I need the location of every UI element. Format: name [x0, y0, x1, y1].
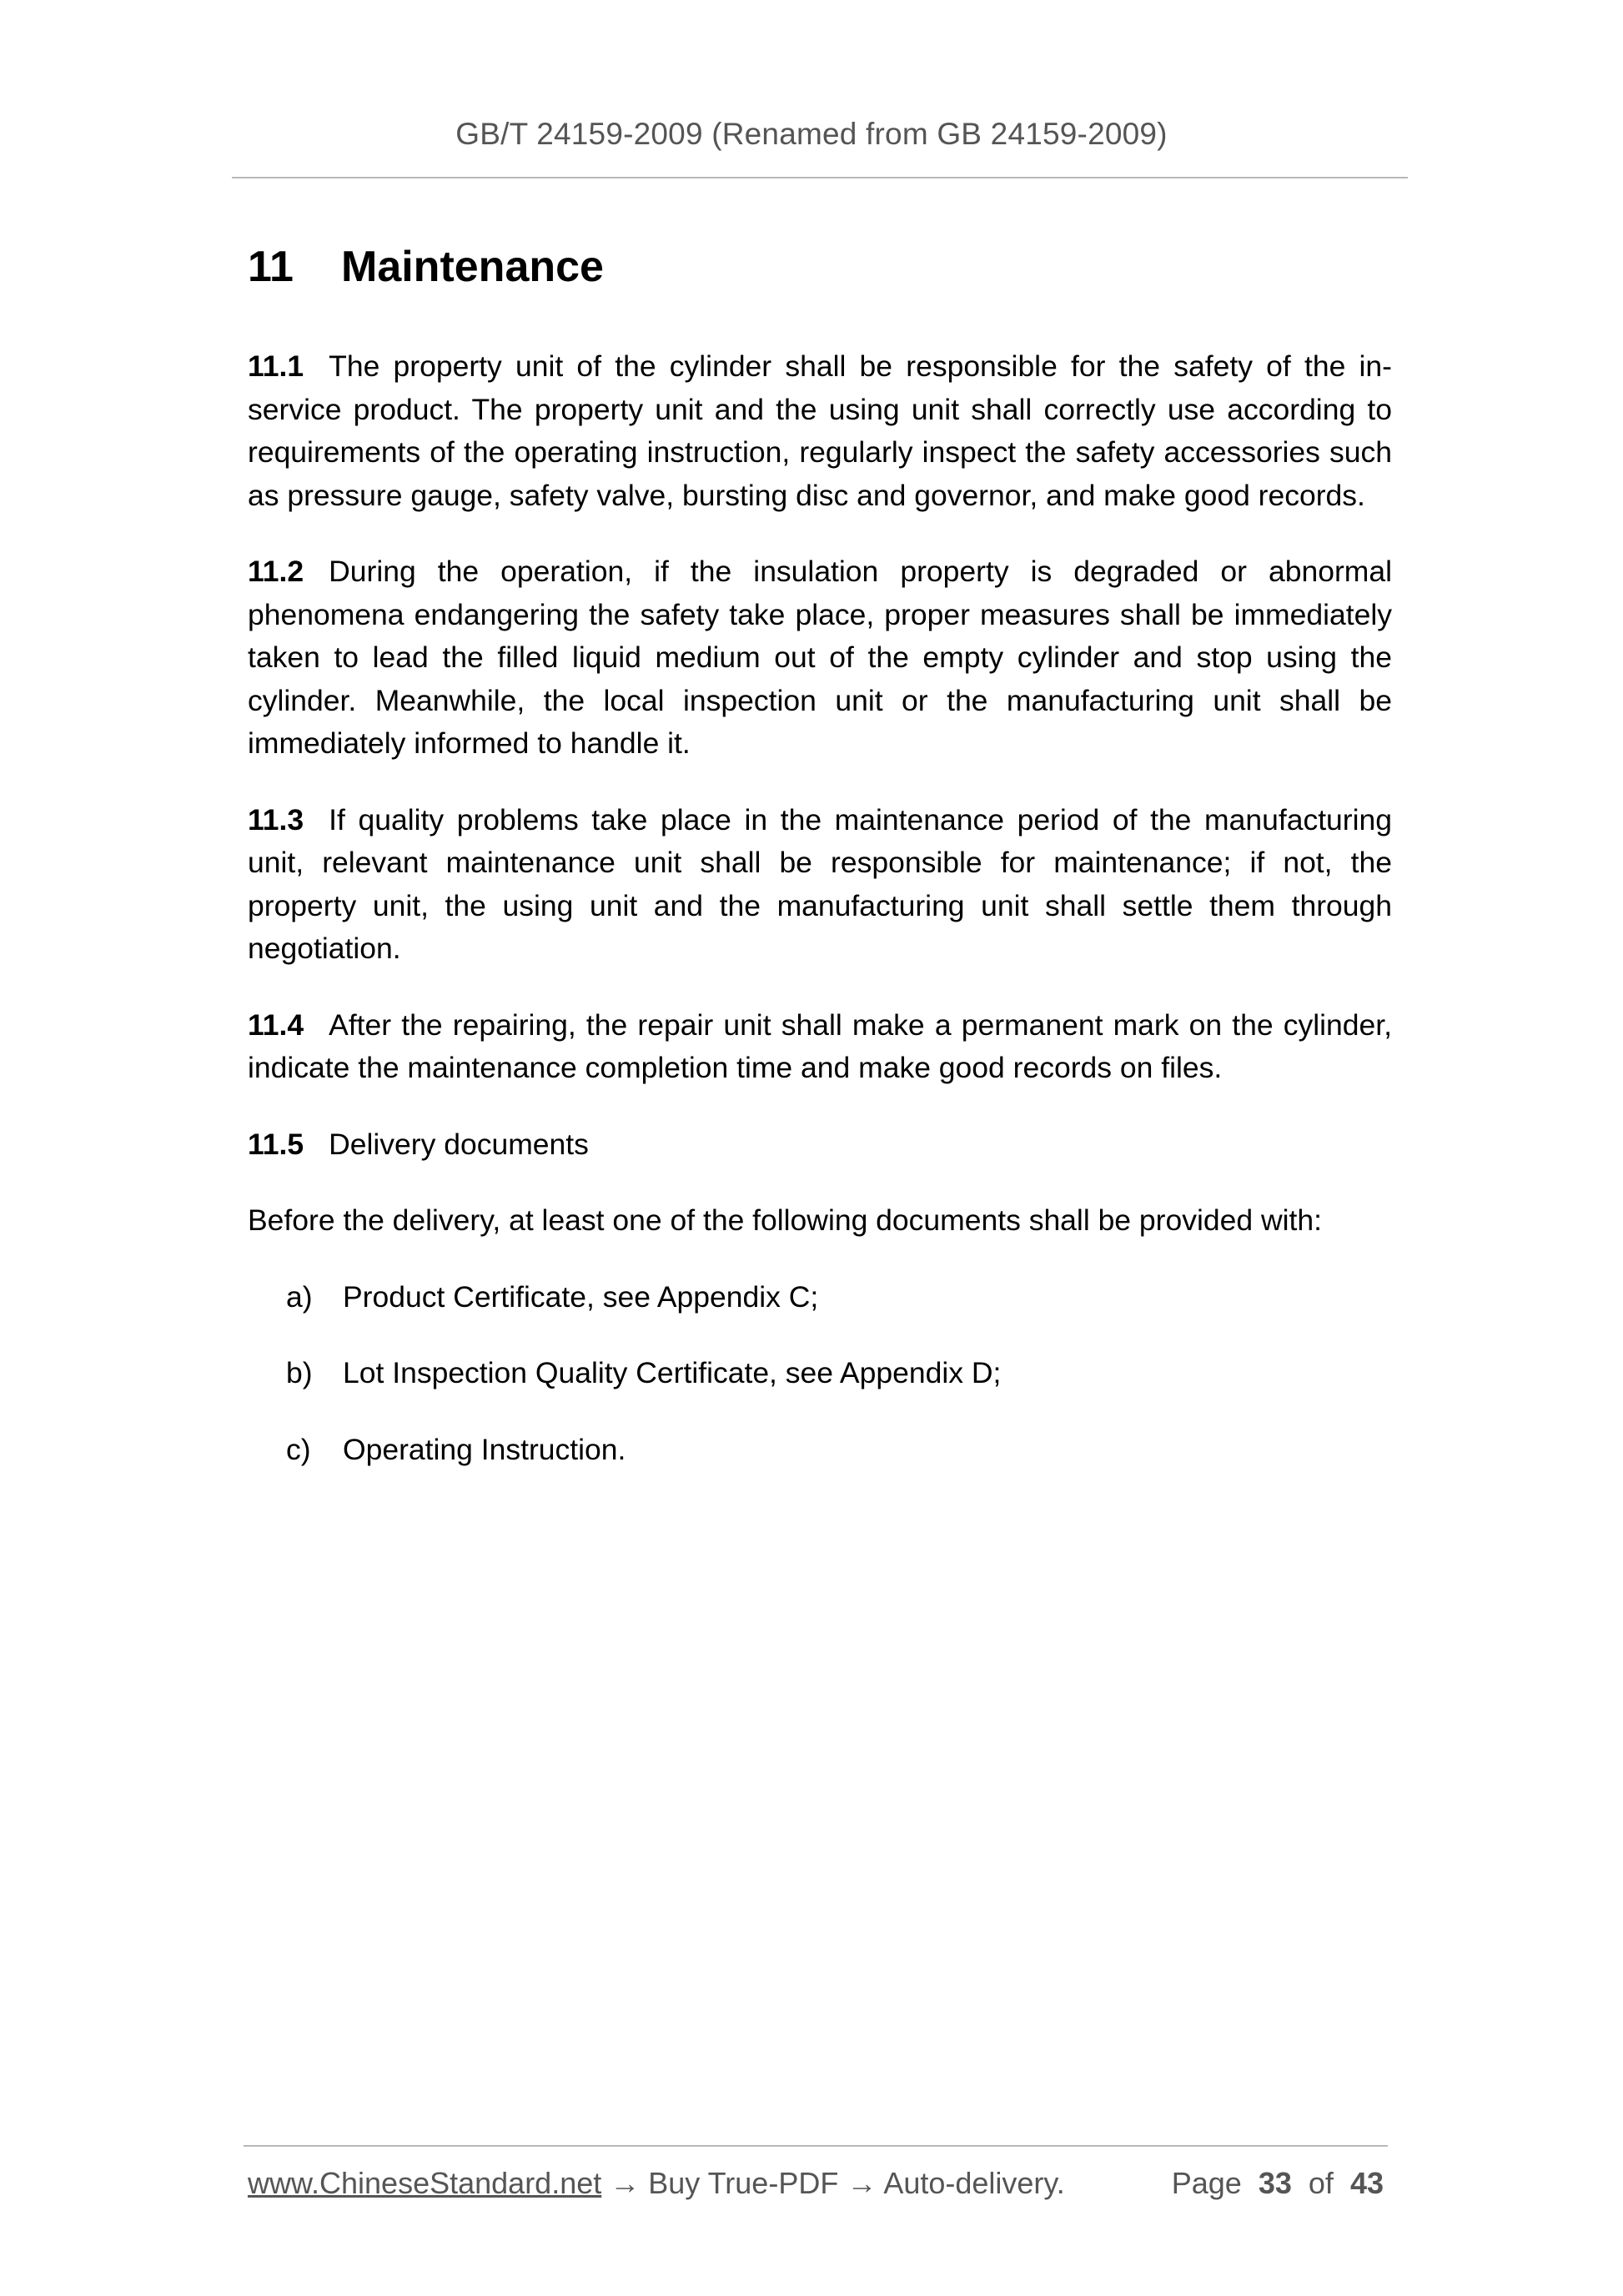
clause-text: The property unit of the cylinder shall be responsible for the safety of the in-service product. The property unit and the using unit shall correctly use according to requirements of the operating instruction, regularly inspect the safety accessories such as pressure gauge, safety valve, bursting disc and governor, and make good records.: [248, 349, 1392, 512]
list-text: Lot Inspection Quality Certificate, see Appendix D;: [343, 1356, 1002, 1389]
delivery-intro: Before the delivery, at least one of the following documents shall be provided with:: [248, 1203, 1322, 1237]
section-title: [248, 242, 604, 292]
document-body: [248, 345, 1392, 1505]
clause-number: 11.5: [248, 1127, 304, 1161]
page-footer: [248, 2166, 1384, 2201]
clause-11-1: [248, 345, 1392, 517]
clause-11-3: [248, 799, 1392, 971]
clause-number: 11.1: [248, 349, 304, 383]
page-current: 33: [1258, 2166, 1292, 2200]
list-marker: b): [286, 1356, 313, 1389]
list-item: [286, 1276, 1392, 1319]
clause-number: 11.3: [248, 802, 304, 837]
page-header: GB/T 24159-2009 (Renamed from GB 24159-2009): [455, 117, 1168, 151]
clause-text: Delivery documents: [329, 1127, 589, 1161]
clause-text: During the operation, if the insulation property is degraded or abnormal phenomena endangering the safety take place, proper measures shall be immediately taken to lead the filled liquid medium out of the empty cylinder and stop using the cylinder. Meanwhile, the local inspection unit or the manufacturing unit shall be immediately informed to handle it.: [248, 555, 1392, 760]
clause-11-2: [248, 550, 1392, 766]
list-item: [286, 1429, 1392, 1472]
section-heading: Maintenance: [341, 243, 604, 291]
clause-text: If quality problems take place in the maintenance period of the manufacturing unit, relevant maintenance unit shall be responsible for maintenance; if not, the property unit, the using unit and the manufacturing unit shall settle them through negotiation.: [248, 802, 1392, 965]
page-of: of: [1308, 2166, 1334, 2200]
footer-promo: → Buy True-PDF → Auto-delivery.: [601, 2166, 1065, 2200]
page-label: Page: [1171, 2166, 1242, 2200]
clause-11-5: [248, 1123, 1392, 1167]
clause-text: After the repairing, the repair unit shall make a permanent mark on the cylinder, indicate the maintenance completion time and make good records on files.: [248, 1007, 1392, 1084]
page-number: [1172, 2166, 1384, 2201]
header-divider: [232, 177, 1408, 178]
list-item: [286, 1352, 1392, 1395]
page-total: 43: [1349, 2166, 1384, 2200]
website-link[interactable]: www.ChineseStandard.net: [248, 2166, 602, 2200]
list-marker: c): [286, 1432, 311, 1466]
clause-number: 11.2: [248, 555, 304, 588]
section-number: 11: [248, 243, 294, 291]
list-marker: a): [286, 1279, 313, 1314]
clause-11-4: [248, 1004, 1392, 1090]
list-text: Operating Instruction.: [343, 1432, 626, 1466]
clause-number: 11.4: [248, 1007, 304, 1042]
footer-divider: [244, 2145, 1388, 2147]
list-text: Product Certificate, see Appendix C;: [343, 1279, 819, 1314]
